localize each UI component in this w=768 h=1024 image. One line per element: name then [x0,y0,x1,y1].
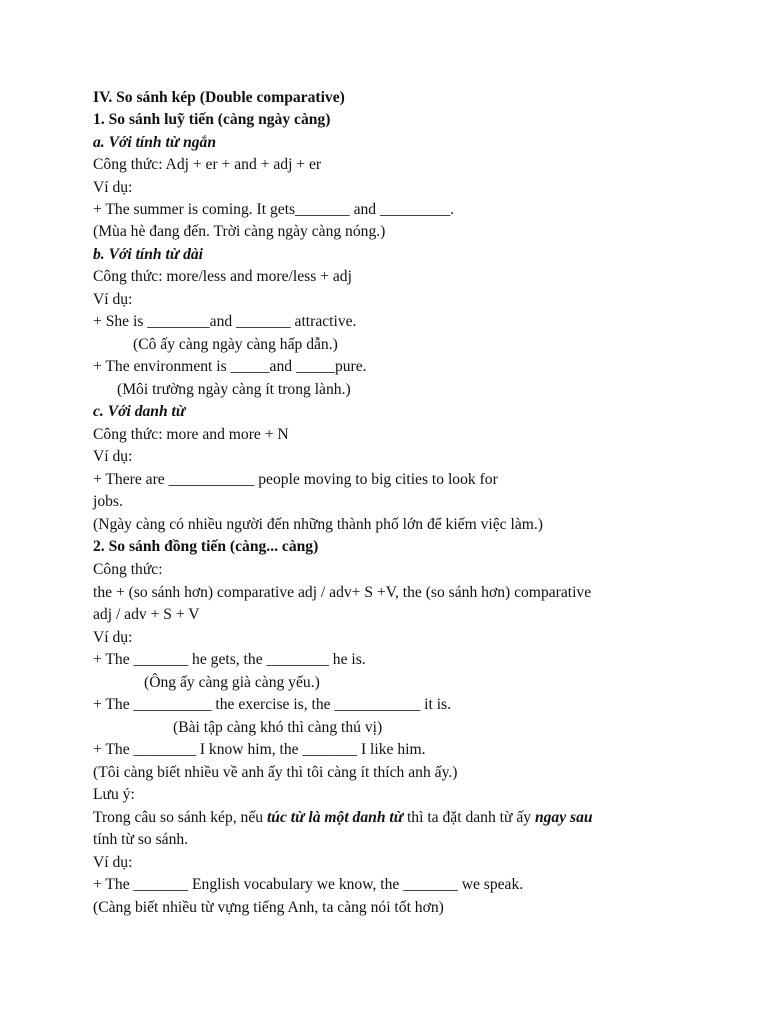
example-translation: (Càng biết nhiều từ vựng tiếng Anh, ta càng nói tốt hơn) [93,899,444,916]
example-label: Ví dụ: [93,448,133,465]
example-translation: (Cô ấy càng ngày càng hấp dẫn.) [133,336,338,353]
example-sentence-continued: jobs. [93,493,123,510]
example-translation: (Ông ấy càng già càng yếu.) [144,674,320,691]
note-text [93,808,593,828]
note-label: Lưu ý: [93,786,135,803]
example-label: Ví dụ: [93,629,133,646]
note-text-part: thì ta đặt danh từ ấy [403,809,535,826]
example-translation: (Mùa hè đang đến. Trời càng ngày càng nóng.) [93,223,386,240]
formula-parallel-continued: adj / adv + S + V [93,606,200,623]
note-emphasis-right-after: ngay sau [534,809,593,826]
heading-short-adjective: a. Với tính từ ngắn [93,134,217,151]
heading-long-adjective: b. Với tính từ dài [93,246,204,263]
example-sentence: + The _______ he gets, the ________ he is. [93,651,366,668]
example-label: Ví dụ: [93,179,133,196]
subsection-1-title: 1. So sánh luỹ tiến (càng ngày càng) [93,111,331,128]
heading-noun: c. Với danh từ [93,403,186,420]
example-translation: (Tôi càng biết nhiều về anh ấy thì tôi càng ít thích anh ấy.) [93,764,458,781]
note-text-part: Trong câu so sánh kép, nếu [93,809,267,826]
example-label: Ví dụ: [93,854,133,871]
formula-long-adjective: Công thức: more/less and more/less + adj [93,268,352,285]
note-text-continued: tính từ so sánh. [93,831,189,848]
example-translation: (Bài tập càng khó thì càng thú vị) [173,719,383,736]
example-sentence: + The summer is coming. It gets_______ and _________. [93,201,455,218]
example-translation: (Môi trường ngày càng ít trong lành.) [117,381,351,398]
note-emphasis-object-noun: túc từ là một danh từ [266,809,404,826]
formula-label: Công thức: [93,561,163,578]
formula-noun: Công thức: more and more + N [93,426,289,443]
formula-parallel: the + (so sánh hơn) comparative adj / adv+ S +V, the (so sánh hơn) comparative [93,584,592,601]
example-sentence: + The _______ English vocabulary we know, the _______ we speak. [93,876,524,893]
example-sentence: + The ________ I know him, the _______ I like him. [93,741,426,758]
example-translation: (Ngày càng có nhiều người đến những thành phố lớn để kiếm việc làm.) [93,516,543,533]
formula-short-adjective: Công thức: Adj + er + and + adj + er [93,156,322,173]
subsection-2-title: 2. So sánh đồng tiến (càng... càng) [93,538,319,555]
example-label: Ví dụ: [93,291,133,308]
example-sentence: + The environment is _____and _____pure. [93,358,367,375]
example-sentence: + There are ___________ people moving to big cities to look for [93,471,498,488]
example-sentence: + She is ________and _______ attractive. [93,313,357,330]
section-title: IV. So sánh kép (Double comparative) [93,89,345,106]
example-sentence: + The __________ the exercise is, the ___________ it is. [93,696,452,713]
